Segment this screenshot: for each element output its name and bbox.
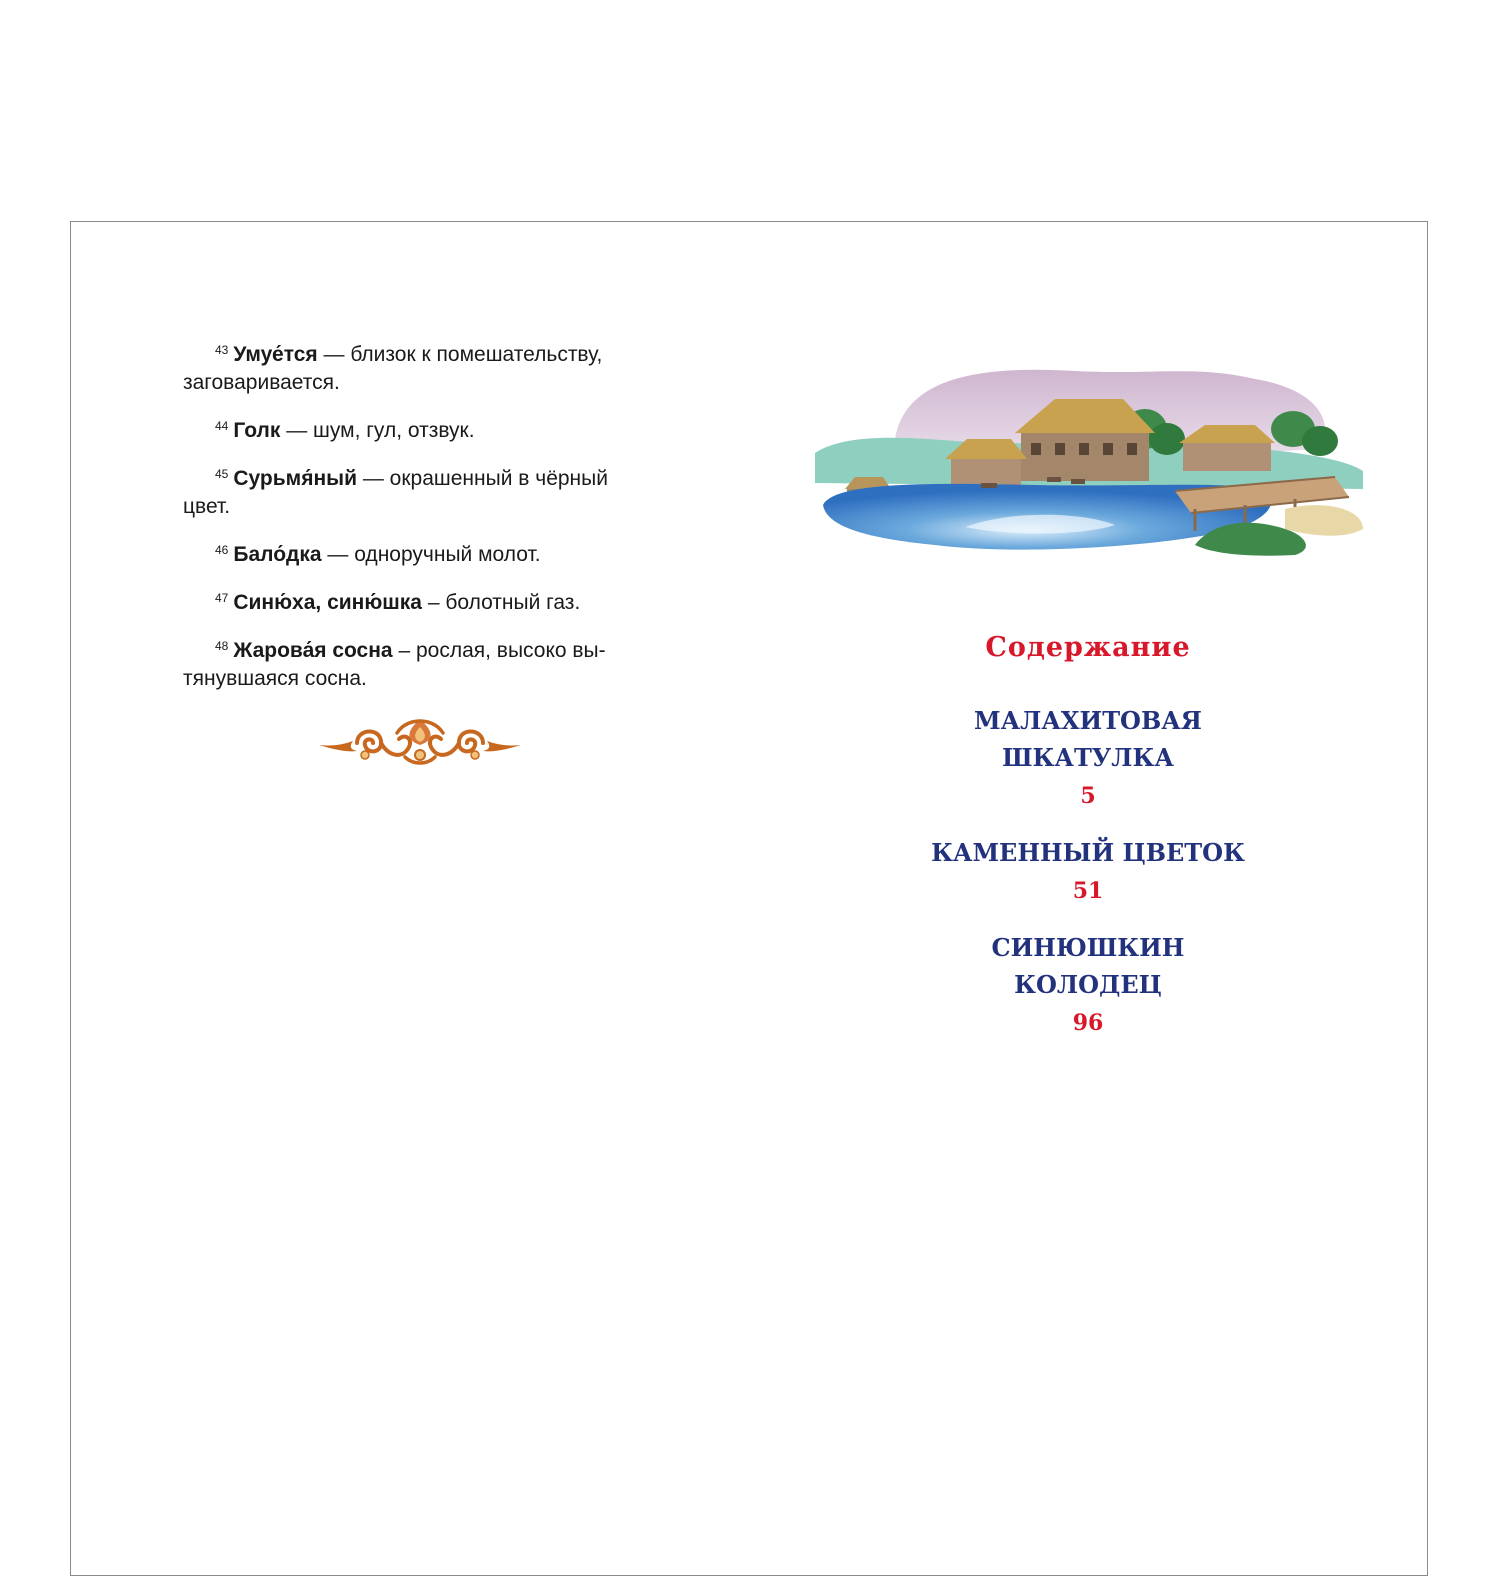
footnote-separator: —: [356, 467, 390, 490]
footnote-item: [183, 536, 653, 569]
footnote-definition: рослая, высоко вытянувшаяся сосна.: [183, 639, 606, 690]
toc-entry-page: 96: [1072, 1010, 1104, 1036]
footnote-definition: близок к помешательству, заговаривается.: [183, 343, 603, 394]
footnote-number: 48: [215, 639, 229, 653]
village-pond-illustration: [815, 359, 1363, 559]
toc-entry-title: СИНЮШКИН КОЛОДЕЦ: [991, 933, 1185, 999]
table-of-contents: [893, 627, 1283, 1061]
footnote-separator: —: [317, 343, 351, 366]
toc-entry[interactable]: [893, 834, 1283, 911]
footnote-number: 47: [215, 591, 229, 605]
footnote-term: Умуе́тся: [233, 343, 318, 366]
footnote-item: [183, 460, 653, 521]
toc-heading: Содержание: [985, 632, 1191, 663]
footnote-term: Синю́ха, синю́шка: [233, 591, 422, 614]
footnote-separator: –: [392, 639, 416, 662]
footnote-number: 43: [215, 343, 229, 357]
footnote-term: Бало́дка: [233, 543, 322, 566]
footnote-definition: шум, гул, отзвук.: [313, 419, 475, 442]
footnote-separator: –: [421, 591, 446, 614]
footnote-number: 46: [215, 543, 229, 557]
toc-entry-title: КАМЕННЫЙ ЦВЕТОК: [931, 838, 1245, 867]
footnote-definition: одноручный молот.: [354, 543, 541, 566]
footnote-item: [183, 584, 653, 617]
toc-entry-title: МАЛАХИТОВАЯ ШКАТУЛКА: [974, 706, 1202, 772]
floral-divider-icon: [317, 713, 523, 773]
footnotes: [183, 336, 653, 708]
footnote-term: Сурьмя́ный: [233, 467, 357, 490]
footnote-item: [183, 336, 653, 397]
toc-entry-page: 51: [1072, 878, 1104, 904]
footnote-item: [183, 412, 653, 445]
toc-entry[interactable]: [893, 702, 1283, 816]
footnote-separator: —: [280, 419, 314, 442]
footnote-term: Жарова́я сосна: [233, 639, 393, 662]
toc-entry[interactable]: [893, 929, 1283, 1043]
book-spread: [70, 221, 1428, 1576]
footnote-term: Голк: [233, 419, 281, 442]
footnote-definition: болотный газ.: [445, 591, 581, 614]
footnote-item: [183, 632, 653, 693]
footnote-number: 45: [215, 467, 229, 481]
footnote-separator: —: [321, 543, 355, 566]
footnote-definition: окрашенный в чёрный цвет.: [183, 467, 608, 518]
toc-entry-page: 5: [1080, 783, 1096, 809]
footnote-number: 44: [215, 419, 229, 433]
